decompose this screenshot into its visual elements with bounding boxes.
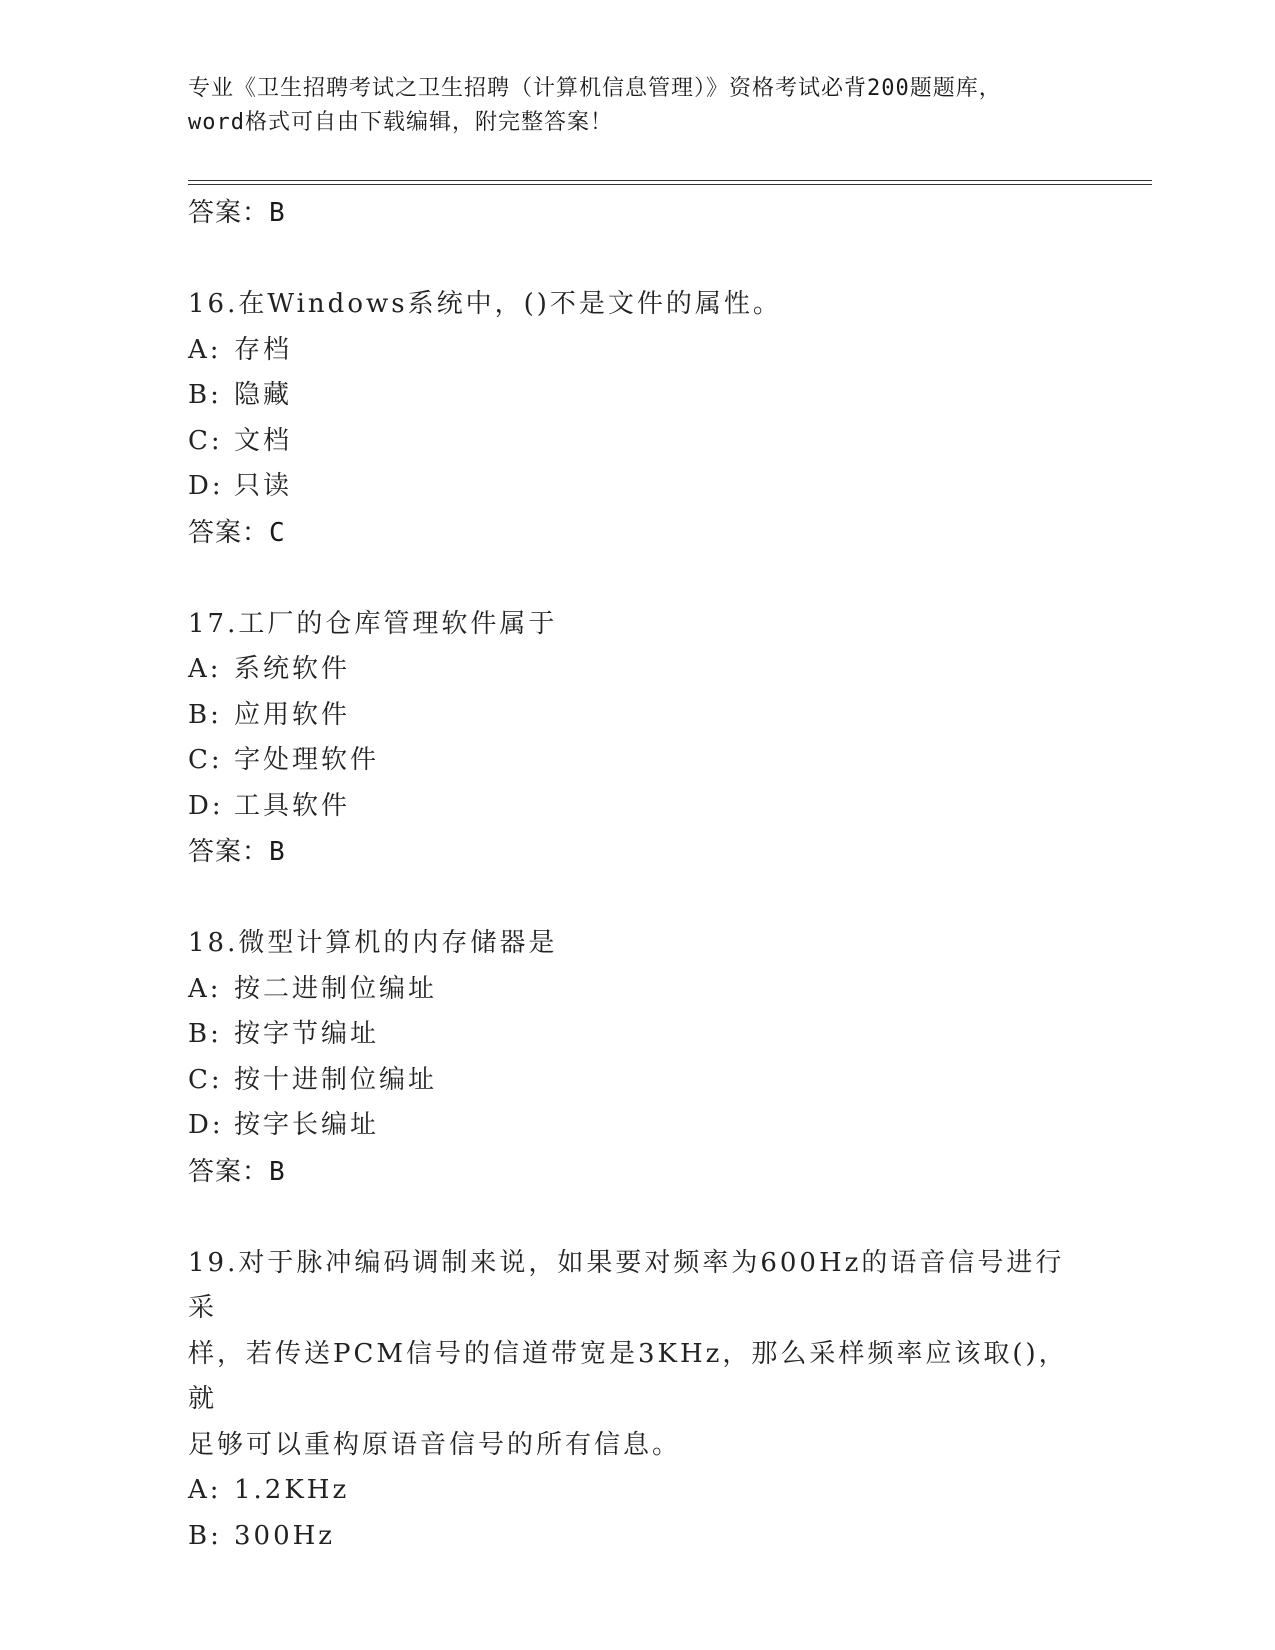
question-stem-line: 样，若传送PCM信号的信道带宽是3KHz，那么采样频率应该取()，就 [188, 1338, 1068, 1414]
option-c [188, 738, 1088, 784]
question-16 [188, 282, 1088, 556]
option-text: 按二进制位编址 [234, 973, 438, 1004]
header-line-1: 专业《卫生招聘考试之卫生招聘（计算机信息管理）》资格考试必背200题题库， [188, 76, 1002, 101]
option-letter: A: [188, 334, 222, 365]
option-b [188, 1514, 1088, 1560]
question-stem-line: 足够可以重构原语音信号的所有信息。 [188, 1429, 682, 1460]
option-a [188, 328, 1088, 374]
option-letter: D: [188, 1110, 224, 1140]
question-18 [188, 921, 1088, 1195]
header-divider [188, 180, 1152, 185]
option-letter: D: [188, 471, 224, 501]
option-letter: D: [188, 790, 224, 821]
spacer [188, 236, 1088, 282]
option-d [188, 1103, 1088, 1149]
option-d [188, 464, 1088, 510]
question-list [188, 190, 1088, 1559]
option-b [188, 693, 1088, 739]
option-text: 300Hz [234, 1520, 335, 1551]
option-text: 按十进制位编址 [234, 1064, 438, 1095]
option-a [188, 647, 1088, 693]
option-letter: A: [188, 973, 222, 1004]
spacer [188, 875, 1088, 921]
option-letter: A: [188, 654, 222, 684]
question-17 [188, 602, 1088, 876]
header-line-2: word格式可自由下载编辑，附完整答案！ [188, 110, 613, 135]
option-text: 1.2KHz [234, 1475, 350, 1505]
question-stem: 18.微型计算机的内存储器是 [188, 928, 558, 958]
option-letter: C: [188, 425, 223, 456]
option-letter: B: [188, 699, 222, 730]
option-text: 按字节编址 [234, 1019, 380, 1049]
option-text: 存档 [234, 334, 293, 365]
option-text: 按字长编址 [234, 1110, 380, 1140]
option-text: 文档 [234, 425, 293, 456]
answer: 答案：B [188, 1156, 286, 1187]
option-text: 字处理软件 [234, 745, 380, 775]
answer: 答案：C [188, 517, 286, 548]
question-19 [188, 1241, 1088, 1560]
question-stem-line: 19.对于脉冲编码调制来说，如果要对频率为600Hz的语音信号进行采 [188, 1247, 1065, 1323]
option-a [188, 967, 1088, 1013]
previous-answer: 答案：B [188, 198, 286, 228]
option-letter: A: [188, 1475, 222, 1505]
option-text: 应用软件 [234, 699, 351, 730]
option-letter: B: [188, 1520, 222, 1551]
spacer [188, 556, 1088, 602]
option-text: 系统软件 [234, 654, 351, 684]
spacer [188, 1195, 1088, 1241]
option-letter: C: [188, 745, 223, 775]
document-header [188, 72, 1088, 140]
option-b [188, 1012, 1088, 1058]
option-text: 只读 [234, 471, 293, 501]
option-c [188, 419, 1088, 465]
option-a [188, 1468, 1088, 1514]
option-letter: C: [188, 1064, 223, 1095]
option-text: 隐藏 [234, 380, 293, 410]
option-d [188, 784, 1088, 830]
option-b [188, 373, 1088, 419]
option-text: 工具软件 [234, 790, 351, 821]
option-letter: B: [188, 380, 222, 410]
question-stem: 16.在Windows系统中，()不是文件的属性。 [188, 289, 782, 319]
answer: 答案：B [188, 837, 286, 867]
option-letter: B: [188, 1019, 222, 1049]
option-c [188, 1058, 1088, 1104]
question-stem: 17.工厂的仓库管理软件属于 [188, 608, 558, 639]
